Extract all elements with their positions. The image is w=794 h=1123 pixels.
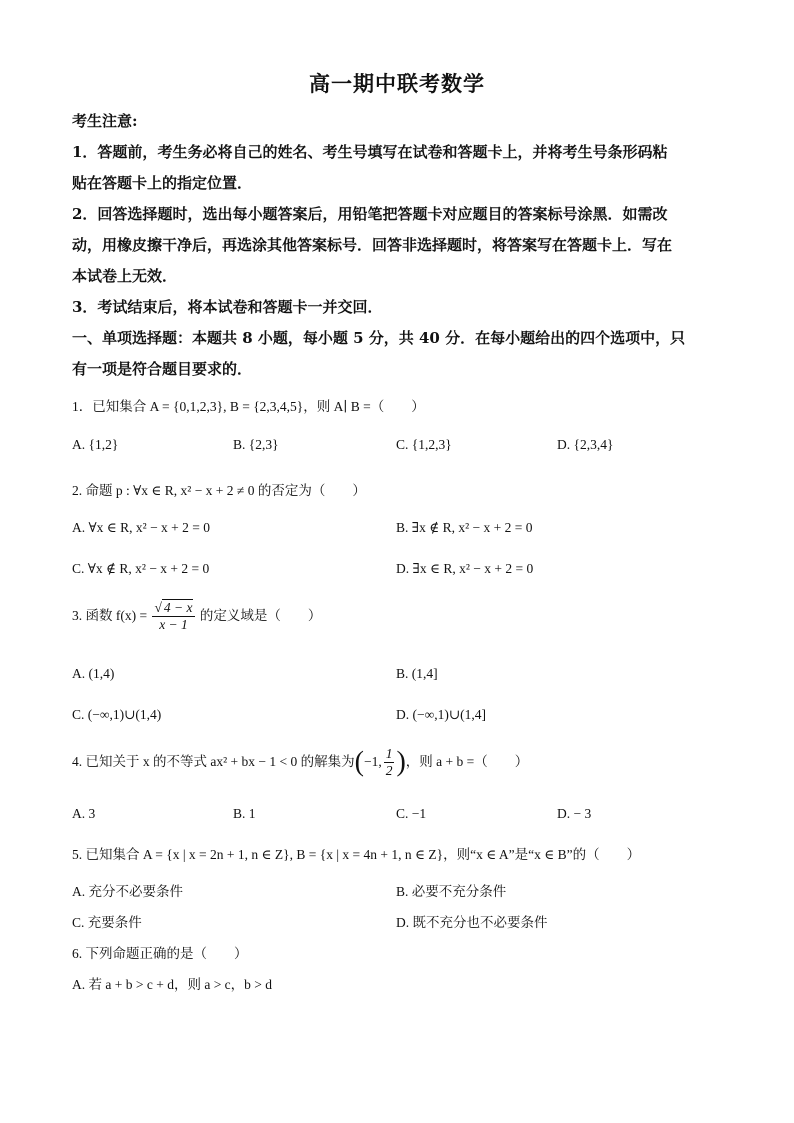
notice-item-2-line-3: 本试卷上无效． (72, 267, 178, 285)
question-3-stem-prefix: 3. 函数 f(x) = (72, 607, 148, 623)
question-5-option-c: C. 充要条件 (72, 915, 142, 930)
question-2-option-b: B. ∃x ∉ R, x² − x + 2 = 0 (396, 520, 533, 535)
question-4-stem (72, 746, 528, 779)
question-1-option-a: A. {1,2} (72, 437, 119, 452)
question-4-right-paren: ) (396, 746, 406, 778)
question-4-interval-left: −1, (363, 753, 382, 769)
notice-heading: 考生注意: (72, 112, 138, 130)
question-4-fraction (384, 746, 395, 779)
question-4-option-d: D. − 3 (557, 806, 592, 821)
notice-item-2-line-2: 动，用橡皮擦干净后，再选涂其他答案标号．回答非选择题时，将答案写在答题卡上．写在 (72, 236, 673, 254)
question-5-option-b: B. 必要不充分条件 (396, 884, 507, 899)
question-5-option-a: A. 充分不必要条件 (72, 884, 183, 899)
question-6-option-a: A. 若 a + b > c + d，则 a > c，b > d (72, 977, 273, 992)
question-3-fraction (152, 600, 194, 633)
question-3-option-a: A. (1,4) (72, 666, 115, 681)
question-5-option-d: D. 既不充分也不必要条件 (396, 915, 548, 930)
question-3-fraction-denominator: x − 1 (159, 617, 188, 633)
question-1-option-d: D. {2,3,4} (557, 437, 614, 452)
notice-item-3: 3．考试结束后，将本试卷和答题卡一并交回． (72, 298, 383, 316)
question-4-stem-suffix: ，则 a + b =（ ） (405, 753, 529, 769)
question-2-option-d: D. ∃x ∈ R, x² − x + 2 = 0 (396, 561, 534, 576)
question-4-option-b: B. 1 (233, 806, 256, 821)
question-3-stem (72, 600, 321, 633)
question-2-option-a: A. ∀x ∈ R, x² − x + 2 = 0 (72, 520, 211, 535)
question-3-option-c: C. (−∞,1)∪(1,4) (72, 707, 162, 722)
question-4-fraction-denominator: 2 (385, 763, 393, 779)
question-4-fraction-numerator: 1 (384, 746, 395, 763)
question-3-stem-suffix: 的定义域是（ ） (199, 607, 322, 623)
question-2-stem: 2. 命题 p : ∀x ∈ R, x² − x + 2 ≠ 0 的否定为（ ） (72, 483, 366, 498)
question-1-stem: 1．已知集合 A = {0,1,2,3}, B = {2,3,4,5}，则 A∣ B =（ ） (72, 399, 425, 414)
section-heading-line-1: 一、单项选择题：本题共 8 小题，每小题 5 分，共 40 分．在每小题给出的四个选项中，只 (72, 329, 686, 347)
section-heading-line-2: 有一项是符合题目要求的． (72, 360, 253, 378)
question-5-stem: 5. 已知集合 A = {x | x = 2n + 1, n ∈ Z}, B = {x | x = 4n + 1, n ∈ Z}，则“x ∈ A”是“x ∈ B”的（ ） (72, 847, 641, 862)
notice-item-1-line-1: 1．答题前，考生务必将自己的姓名、考生号填写在试卷和答题卡上，并将考生号条形码粘 (72, 143, 668, 161)
notice-item-2-line-1: 2．回答选择题时，选出每小题答案后，用铅笔把答题卡对应题目的答案标号涂黑．如需改 (72, 205, 668, 223)
question-4-left-paren: ( (354, 746, 364, 778)
question-3-option-b: B. (1,4] (396, 666, 438, 681)
question-4-stem-prefix: 4. 已知关于 x 的不等式 ax² + bx − 1 < 0 的解集为 (72, 753, 355, 769)
page-title: 高一期中联考数学 (309, 71, 485, 96)
question-3-sqrt-radicand: 4 − x (163, 600, 193, 615)
question-1-option-c: C. {1,2,3} (396, 437, 452, 452)
question-3-option-d: D. (−∞,1)∪(1,4] (396, 707, 487, 722)
question-4-option-a: A. 3 (72, 806, 96, 821)
question-6-stem: 6. 下列命题正确的是（ ） (72, 946, 248, 961)
question-1-option-b: B. {2,3} (233, 437, 279, 452)
question-2-option-c: C. ∀x ∉ R, x² − x + 2 = 0 (72, 561, 210, 576)
question-3-fraction-numerator: √ 4 − x (152, 600, 194, 617)
question-4-option-c: C. −1 (396, 806, 427, 821)
notice-item-1-line-2: 贴在答题卡上的指定位置． (72, 174, 253, 192)
